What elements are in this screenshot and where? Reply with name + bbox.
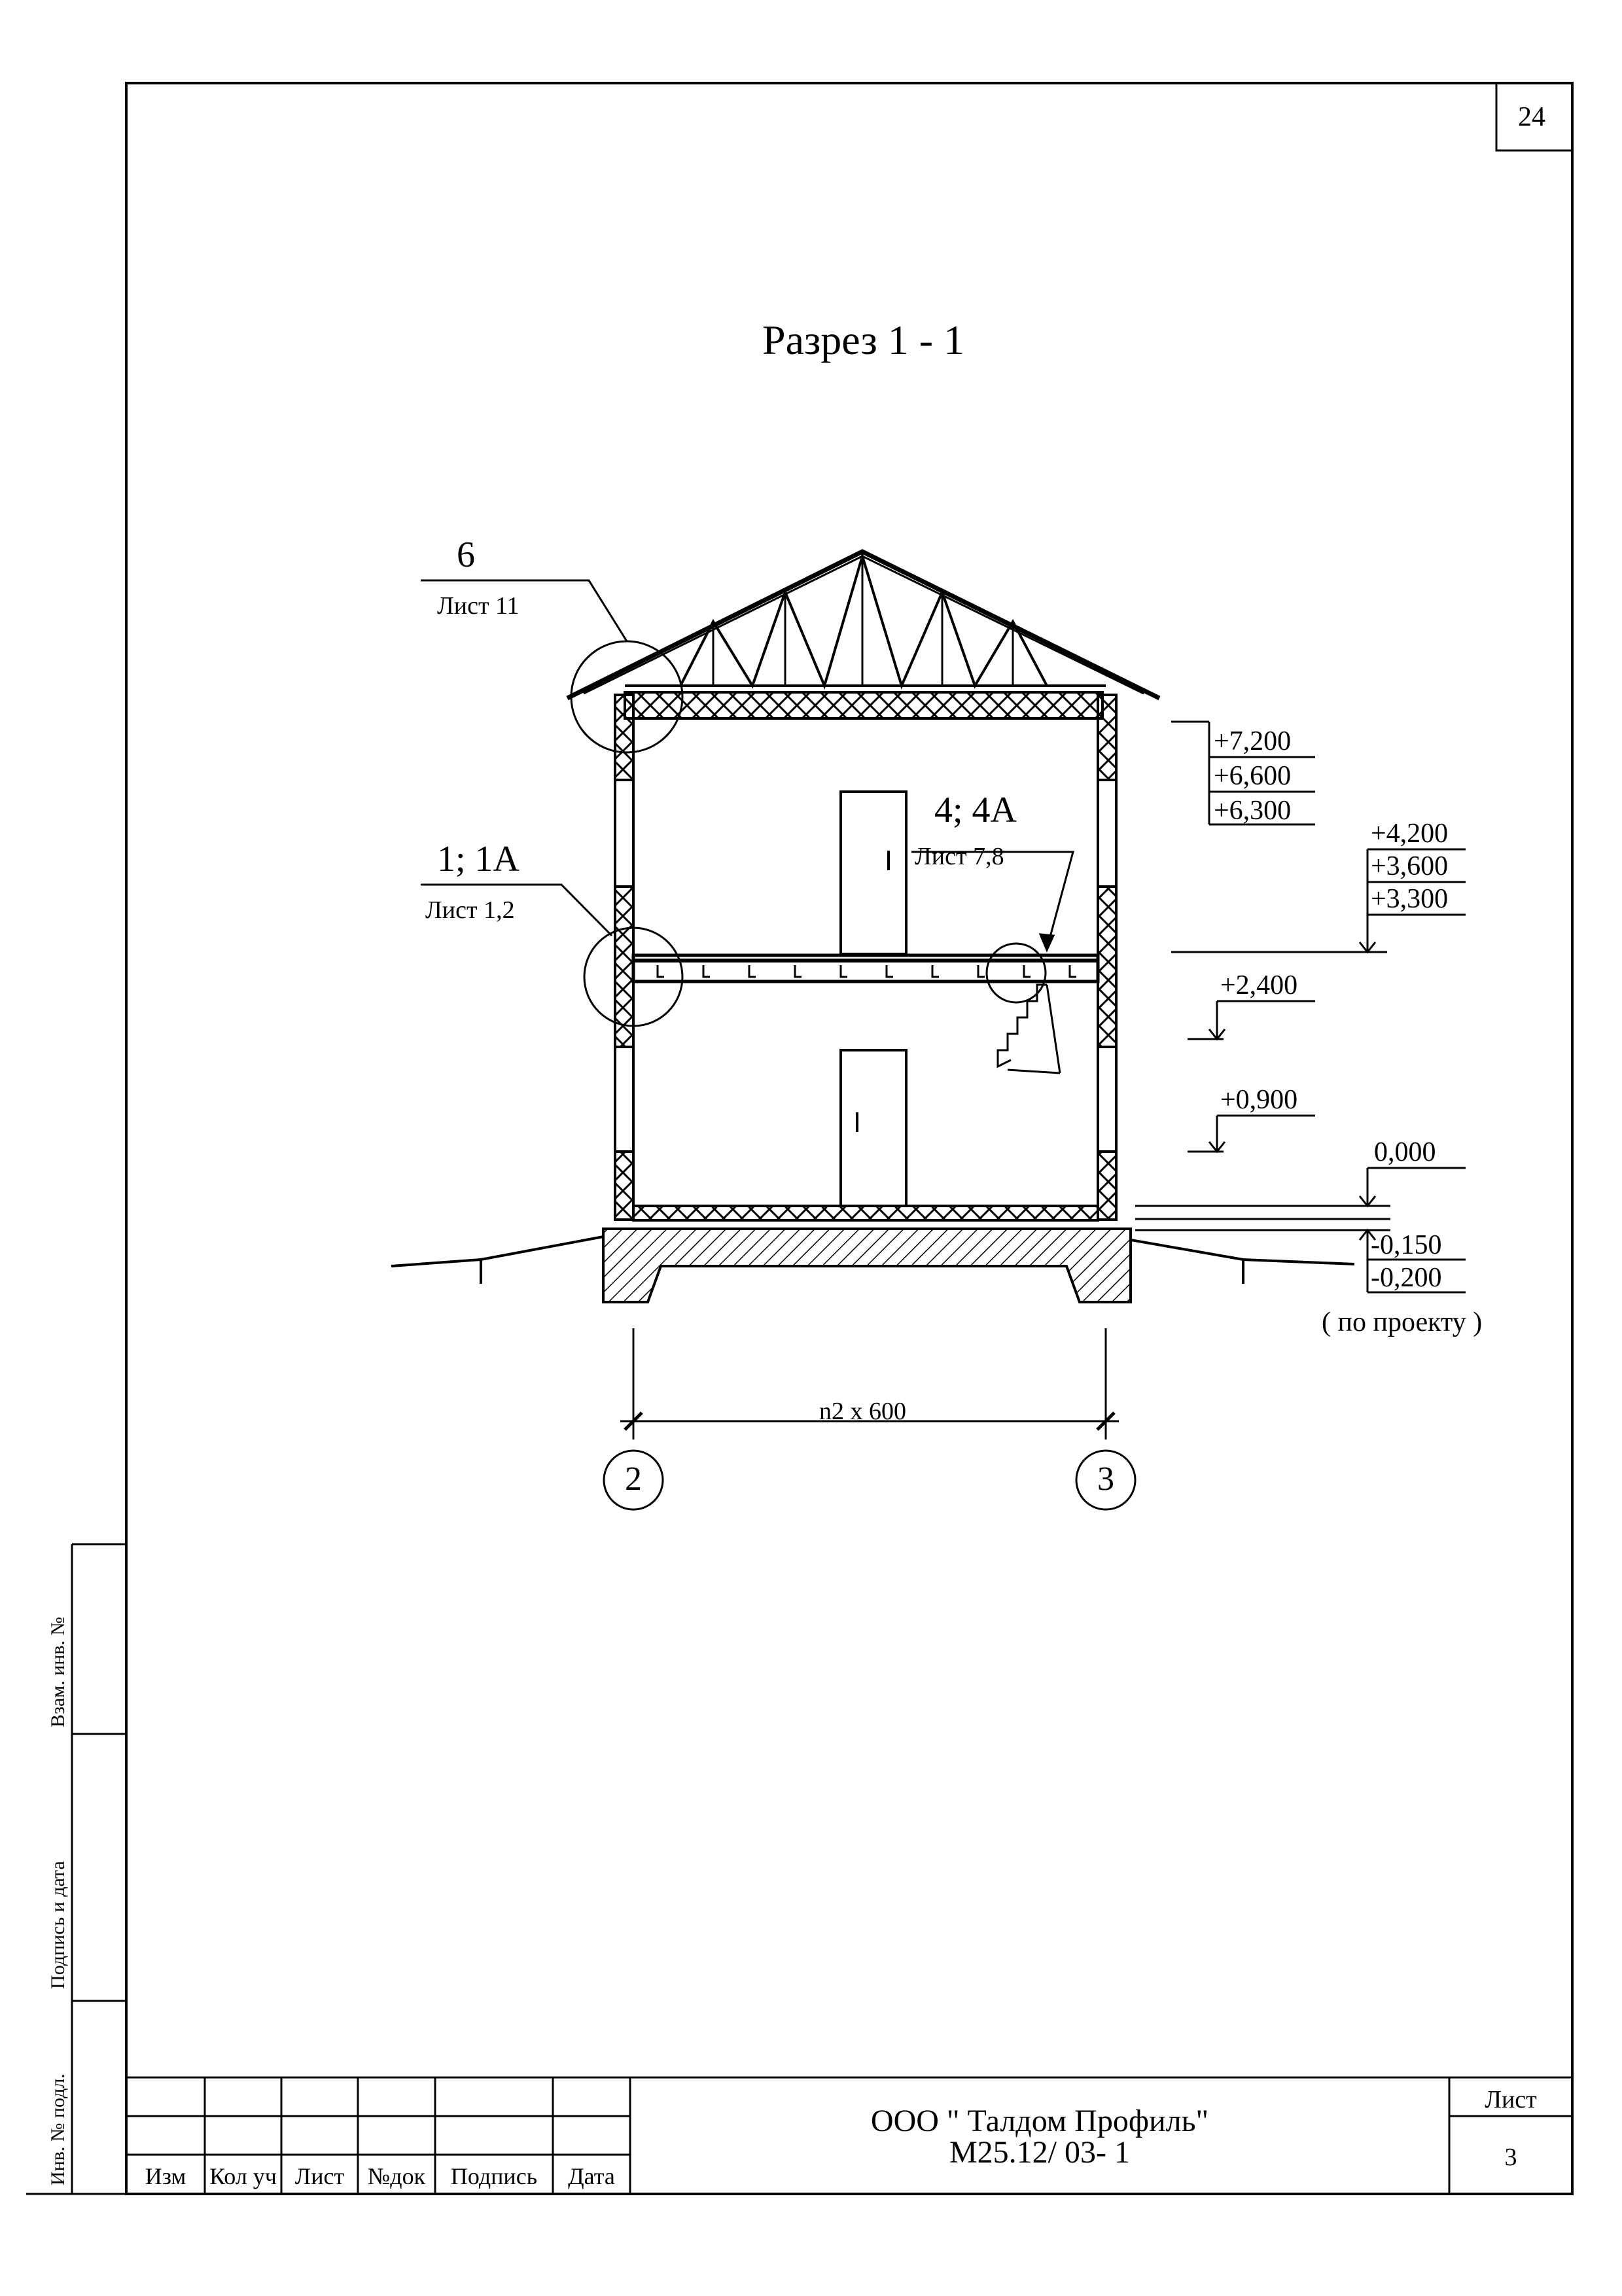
- foundation: [603, 1229, 1131, 1302]
- tb-sheet-number: 3: [1504, 2144, 1517, 2171]
- callout-6-id: 6: [457, 535, 475, 575]
- ground-slab: [633, 1206, 1098, 1220]
- tb-header-list: Лист: [294, 2163, 345, 2189]
- sheet-number-top: 24: [1518, 102, 1545, 132]
- elevation-marks: [1135, 722, 1466, 1292]
- roof-truss: [567, 552, 1159, 698]
- axis-2-label: 2: [625, 1460, 642, 1498]
- right-wall: [1098, 695, 1116, 1220]
- tb-doc-code: М25.12/ 03- 1: [949, 2135, 1130, 2170]
- left-wall: [615, 695, 633, 1220]
- callout-1-id: 1; 1А: [437, 839, 520, 879]
- tb-header-date: Дата: [568, 2163, 615, 2189]
- elevation-6600: +6,600: [1214, 761, 1292, 791]
- tb-company: ООО " Талдом Профиль": [870, 2104, 1209, 2138]
- side-stamp-signature-date: Подпись и дата: [47, 1861, 69, 1989]
- elevation-3300: +3,300: [1371, 884, 1449, 914]
- door-upper: [841, 792, 906, 954]
- attic-slab: [625, 692, 1102, 718]
- elevation-2400: +2,400: [1220, 970, 1298, 1000]
- elevation-3600: +3,600: [1371, 851, 1449, 881]
- callout-4-id: 4; 4А: [934, 790, 1017, 830]
- tb-header-kol-uch: Кол уч: [209, 2163, 277, 2189]
- side-stamp-original-inv: Инв. № подл.: [47, 2074, 69, 2185]
- note-by-project: ( по проекту ): [1322, 1307, 1483, 1337]
- dimension-label: n2 x 600: [819, 1398, 906, 1425]
- sheet-frame: [26, 83, 1572, 2194]
- tb-header-signature: Подпись: [450, 2163, 538, 2189]
- side-stamp-replaced-inv: Взам. инв. №: [47, 1616, 69, 1727]
- tb-header-izm: Изм: [145, 2163, 186, 2189]
- callout-1-sheet: Лист 1,2: [425, 896, 515, 924]
- callout-6-sheet: Лист 11: [437, 592, 520, 620]
- elevation-900: +0,900: [1220, 1085, 1298, 1115]
- tb-header-ndok: №док: [367, 2163, 426, 2189]
- elevation-minus-150: -0,150: [1371, 1230, 1442, 1260]
- elevation-6300: +6,300: [1214, 796, 1292, 826]
- tb-sheet-label: Лист: [1485, 2086, 1537, 2113]
- interfloor-slab: [633, 955, 1098, 981]
- axis-3-label: 3: [1097, 1460, 1114, 1498]
- callout-4-sheet: Лист 7,8: [915, 843, 1004, 870]
- stair: [998, 985, 1060, 1073]
- door-lower: [841, 1050, 906, 1206]
- elevation-minus-200: -0,200: [1371, 1263, 1442, 1293]
- elevation-4200: +4,200: [1371, 819, 1449, 849]
- elevation-7200: +7,200: [1214, 726, 1292, 756]
- elevation-zero: 0,000: [1374, 1137, 1436, 1167]
- section-title: Разрез 1 - 1: [762, 317, 965, 363]
